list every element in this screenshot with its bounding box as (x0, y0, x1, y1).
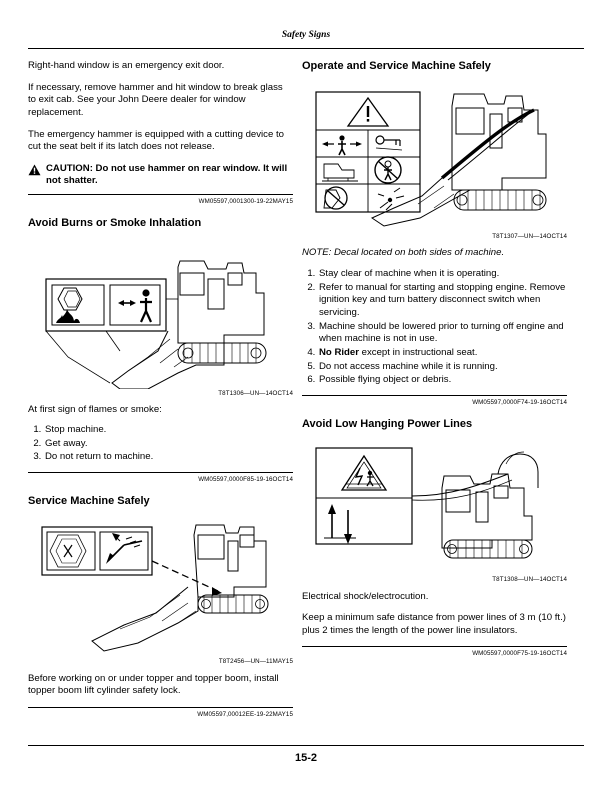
section-title-power-lines: Avoid Low Hanging Power Lines (302, 418, 473, 431)
section-title-avoid-burns: Avoid Burns or Smoke Inhalation (28, 217, 202, 230)
caution-notice (28, 163, 293, 188)
figure-caption-avoid-burns: T8T1306—UN—14OCT14 (218, 390, 293, 398)
left-paragraph-2: If necessary, remove hammer and hit window to break glass to exit cab. See your John Deere dealer for window replacement. (28, 81, 283, 118)
list-item: 1. Stay clear of machine when it is operating. (318, 268, 567, 281)
note-decal-location: NOTE: Decal located on both sides of machine. (302, 247, 505, 259)
figure-operate-service (302, 82, 567, 232)
footer-divider (28, 745, 584, 746)
page-header: Safety Signs (281, 30, 331, 40)
list-item: 6. Possible flying object or debris. (318, 374, 567, 387)
right-paragraph-1: Electrical shock/electrocution. (302, 590, 429, 602)
list-item (318, 347, 567, 360)
figure-caption-service-machine: T8T2456—UN—11MAY15 (218, 658, 293, 666)
warning-triangle-icon (28, 164, 41, 176)
list-item: 3. Do not return to machine. (44, 451, 293, 464)
left-paragraph-1: Right-hand window is an emergency exit door. (28, 60, 225, 71)
figure-avoid-burns (28, 239, 293, 389)
part-number-left-1: WM05597,0001300-19-22MAY15 (198, 197, 293, 205)
part-number-left-2: WM05597,0000F85-19-16OCT14 (198, 476, 293, 484)
part-number-right-1: WM05597,0000F74-19-16OCT14 (472, 398, 567, 406)
right-paragraph-2: Keep a minimum safe distance from power lines of 3 m (10 ft.) plus 2 times the length of the power line insulators. (302, 612, 566, 636)
divider-left-3 (28, 707, 293, 708)
list-item-text: except in instructional seat. (358, 346, 478, 358)
figure-service-machine (28, 517, 293, 657)
right-column (302, 60, 567, 670)
section-title-service-machine: Service Machine Safely (28, 495, 150, 508)
list-item: 5. Do not access machine while it is running. (318, 361, 567, 374)
list-item: 1. Stop machine. (44, 424, 293, 437)
avoid-burns-list (28, 424, 293, 464)
part-number-left-3: WM05597,00012EE-19-22MAY15 (197, 710, 293, 718)
header-divider (28, 48, 584, 49)
list-item: 2. Refer to manual for starting and stopping engine. Remove ignition key and turn battery disconnect switch when servicing. (318, 282, 567, 320)
left-column (28, 60, 293, 730)
figure-caption-operate-service: T8T1307—UN—14OCT14 (492, 233, 567, 241)
part-number-right-2: WM05597,0000F75-19-16OCT14 (472, 650, 567, 658)
divider-right-2 (302, 646, 567, 647)
left-paragraph-5: Before working on or under topper and topper boom, install topper boom lift cylinder safety lock. (28, 672, 279, 697)
divider-left-2 (28, 472, 293, 473)
list-item: 3. Machine should be lowered prior to turning off engine and when machine is not in use. (318, 321, 567, 346)
left-paragraph-4: At first sign of flames or smoke: (28, 404, 162, 416)
caution-text: CAUTION: Do not use hammer on rear window. It will not shatter. (46, 162, 288, 187)
list-item: 2. Get away. (44, 438, 293, 451)
list-item-emphasis: No Rider (319, 346, 359, 358)
left-paragraph-3: The emergency hammer is equipped with a cutting device to cut the seat belt if its latch does not release. (28, 128, 284, 153)
operate-service-list (302, 268, 567, 387)
figure-caption-power-lines: T8T1308—UN—14OCT14 (492, 576, 567, 584)
section-title-operate-service: Operate and Service Machine Safely (302, 60, 491, 72)
divider-left-1 (28, 194, 293, 195)
figure-power-lines (302, 440, 567, 575)
divider-right-1 (302, 395, 567, 396)
page-number: 15-2 (294, 752, 318, 764)
